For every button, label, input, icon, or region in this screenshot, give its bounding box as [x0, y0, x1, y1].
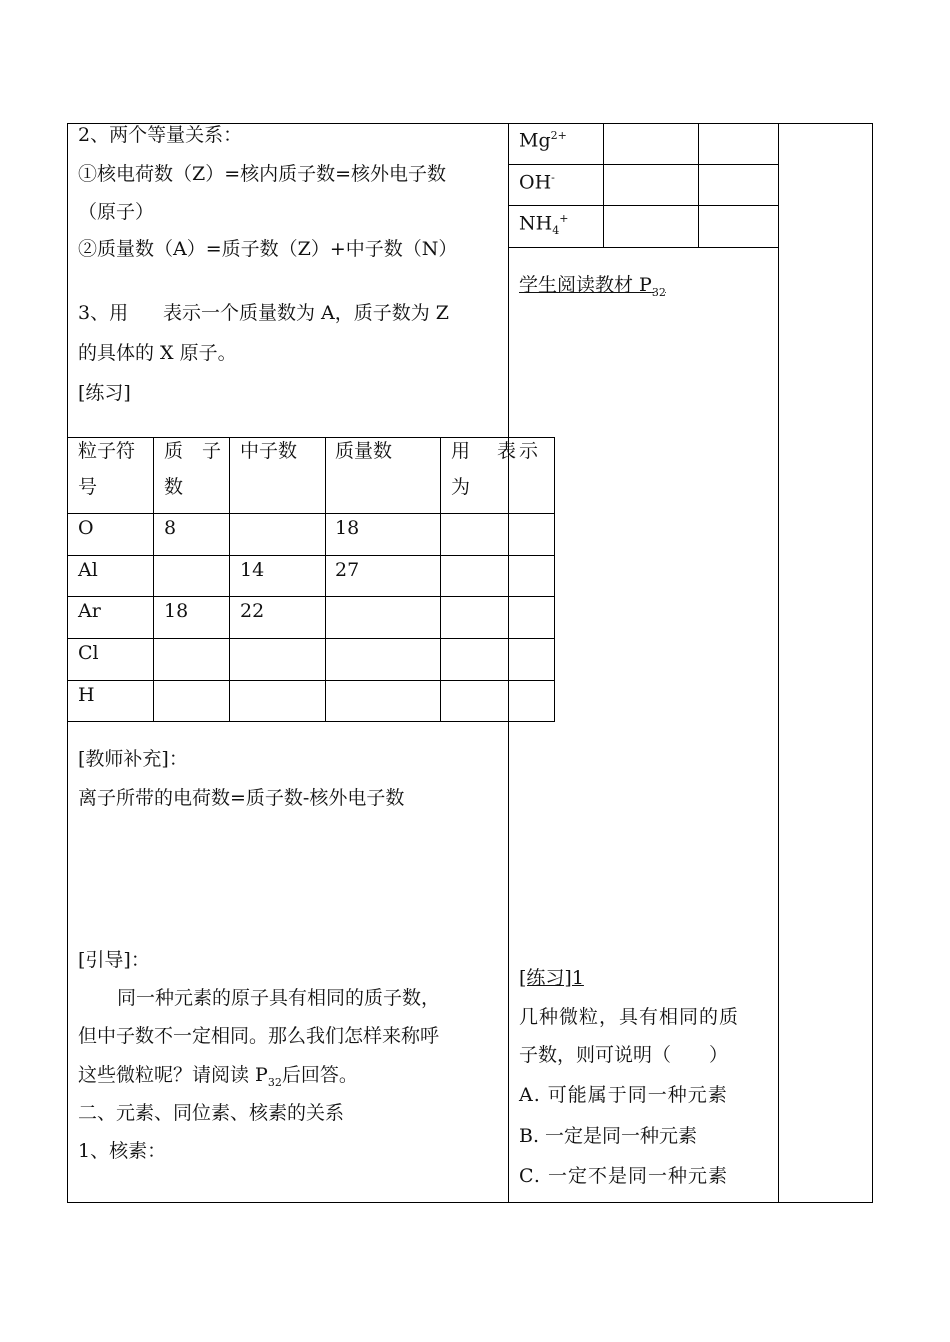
ion-table-hline-3	[508, 247, 779, 248]
option-a: A. 可能属于同一种元素	[519, 1084, 728, 1106]
exercise-1-title: [练习]1	[519, 967, 584, 989]
guide-line-1: 同一种元素的原子具有相同的质子数，	[117, 987, 441, 1009]
header-mass-number: 质量数	[335, 440, 393, 462]
column-divider-right	[778, 123, 779, 1203]
cell-symbol-ar: Ar	[78, 600, 101, 622]
header-notation-1b: 表示	[497, 440, 542, 462]
option-c: C. 一定不是同一种元素	[519, 1165, 728, 1187]
cell-neutron-ar: 22	[240, 600, 265, 622]
ion-table-hline-1	[508, 164, 779, 165]
notation-line-rest: 表示一个质量数为 A，质子数为 Z	[163, 302, 450, 324]
pt-hline-5	[67, 680, 555, 681]
ion-mg: $Mg^{2+}$	[519, 129, 567, 152]
ion-table-hline-2	[508, 205, 779, 206]
relation-2: ②质量数（A）=质子数（Z）+中子数（N）	[78, 238, 458, 260]
notation-line-start: 3、用	[78, 302, 129, 324]
teacher-supplement-text: 离子所带的电荷数=质子数-核外电子数	[78, 787, 405, 809]
relation-1-note: （原子）	[78, 201, 155, 223]
cell-neutron-al: 14	[240, 559, 265, 581]
cell-symbol-al: Al	[78, 559, 98, 581]
outer-bottom-border	[67, 1202, 873, 1203]
header-particle-symbol-2: 号	[78, 476, 98, 498]
pt-vline-3	[325, 437, 326, 722]
cell-mass-o: 18	[335, 517, 360, 539]
pt-hline-0	[67, 437, 555, 438]
header-proton-count-1: 质 子	[164, 440, 222, 462]
pt-hline-1	[67, 513, 555, 514]
cell-symbol-cl: Cl	[78, 642, 99, 664]
header-notation-2: 为	[451, 476, 471, 498]
ion-nh4: $NH_4^+$	[519, 212, 569, 238]
cell-proton-o: 8	[164, 517, 177, 539]
pt-vline-5	[554, 437, 555, 722]
header-notation-1a: 用	[451, 440, 471, 462]
header-particle-symbol-1: 粒子符	[78, 440, 136, 462]
header-proton-count-2: 数	[164, 476, 184, 498]
guide-line-2: 但中子数不一定相同。那么我们怎样来称呼	[78, 1025, 440, 1047]
relation-1: ①核电荷数（Z）=核内质子数=核外电子数	[78, 163, 447, 185]
cell-proton-ar: 18	[164, 600, 189, 622]
exercise-1-line-2: 子数，则可说明（ ）	[519, 1044, 729, 1066]
guide-label: [引导]：	[78, 949, 150, 971]
ion-table-vline-1	[603, 123, 604, 247]
exercise-1-line-1: 几种微粒，具有相同的质	[519, 1006, 740, 1028]
pt-hline-3	[67, 596, 555, 597]
cell-mass-al: 27	[335, 559, 360, 581]
practice-label: [练习]	[78, 382, 131, 404]
equal-relations-heading: 2、两个等量关系：	[78, 124, 243, 146]
outer-right-border	[872, 123, 873, 1203]
pt-vline-1	[153, 437, 154, 722]
option-b: B. 一定是同一种元素	[519, 1125, 698, 1147]
cell-symbol-h: H	[78, 684, 95, 706]
header-neutron-count: 中子数	[240, 440, 298, 462]
nuclide-heading: 1、核素：	[78, 1140, 167, 1162]
pt-hline-4	[67, 638, 555, 639]
pt-hline-6	[67, 721, 555, 722]
ion-table-vline-2	[698, 123, 699, 247]
teacher-supplement-label: [教师补充]：	[78, 748, 188, 770]
section-heading-2: 二、元素、同位素、核素的关系	[78, 1102, 345, 1124]
student-reading-note: 学生阅读教材 $P_{32}$	[519, 274, 666, 299]
cell-symbol-o: O	[78, 517, 94, 539]
pt-vline-2	[229, 437, 230, 722]
pt-hline-2	[67, 555, 555, 556]
ion-oh: OH-	[519, 171, 555, 194]
notation-line-2: 的具体的 X 原子。	[78, 342, 237, 364]
guide-line-3: 这些微粒呢？请阅读 $P_{32}$后回答。	[78, 1064, 358, 1089]
pt-vline-4	[440, 437, 441, 722]
practice-table	[67, 437, 555, 722]
